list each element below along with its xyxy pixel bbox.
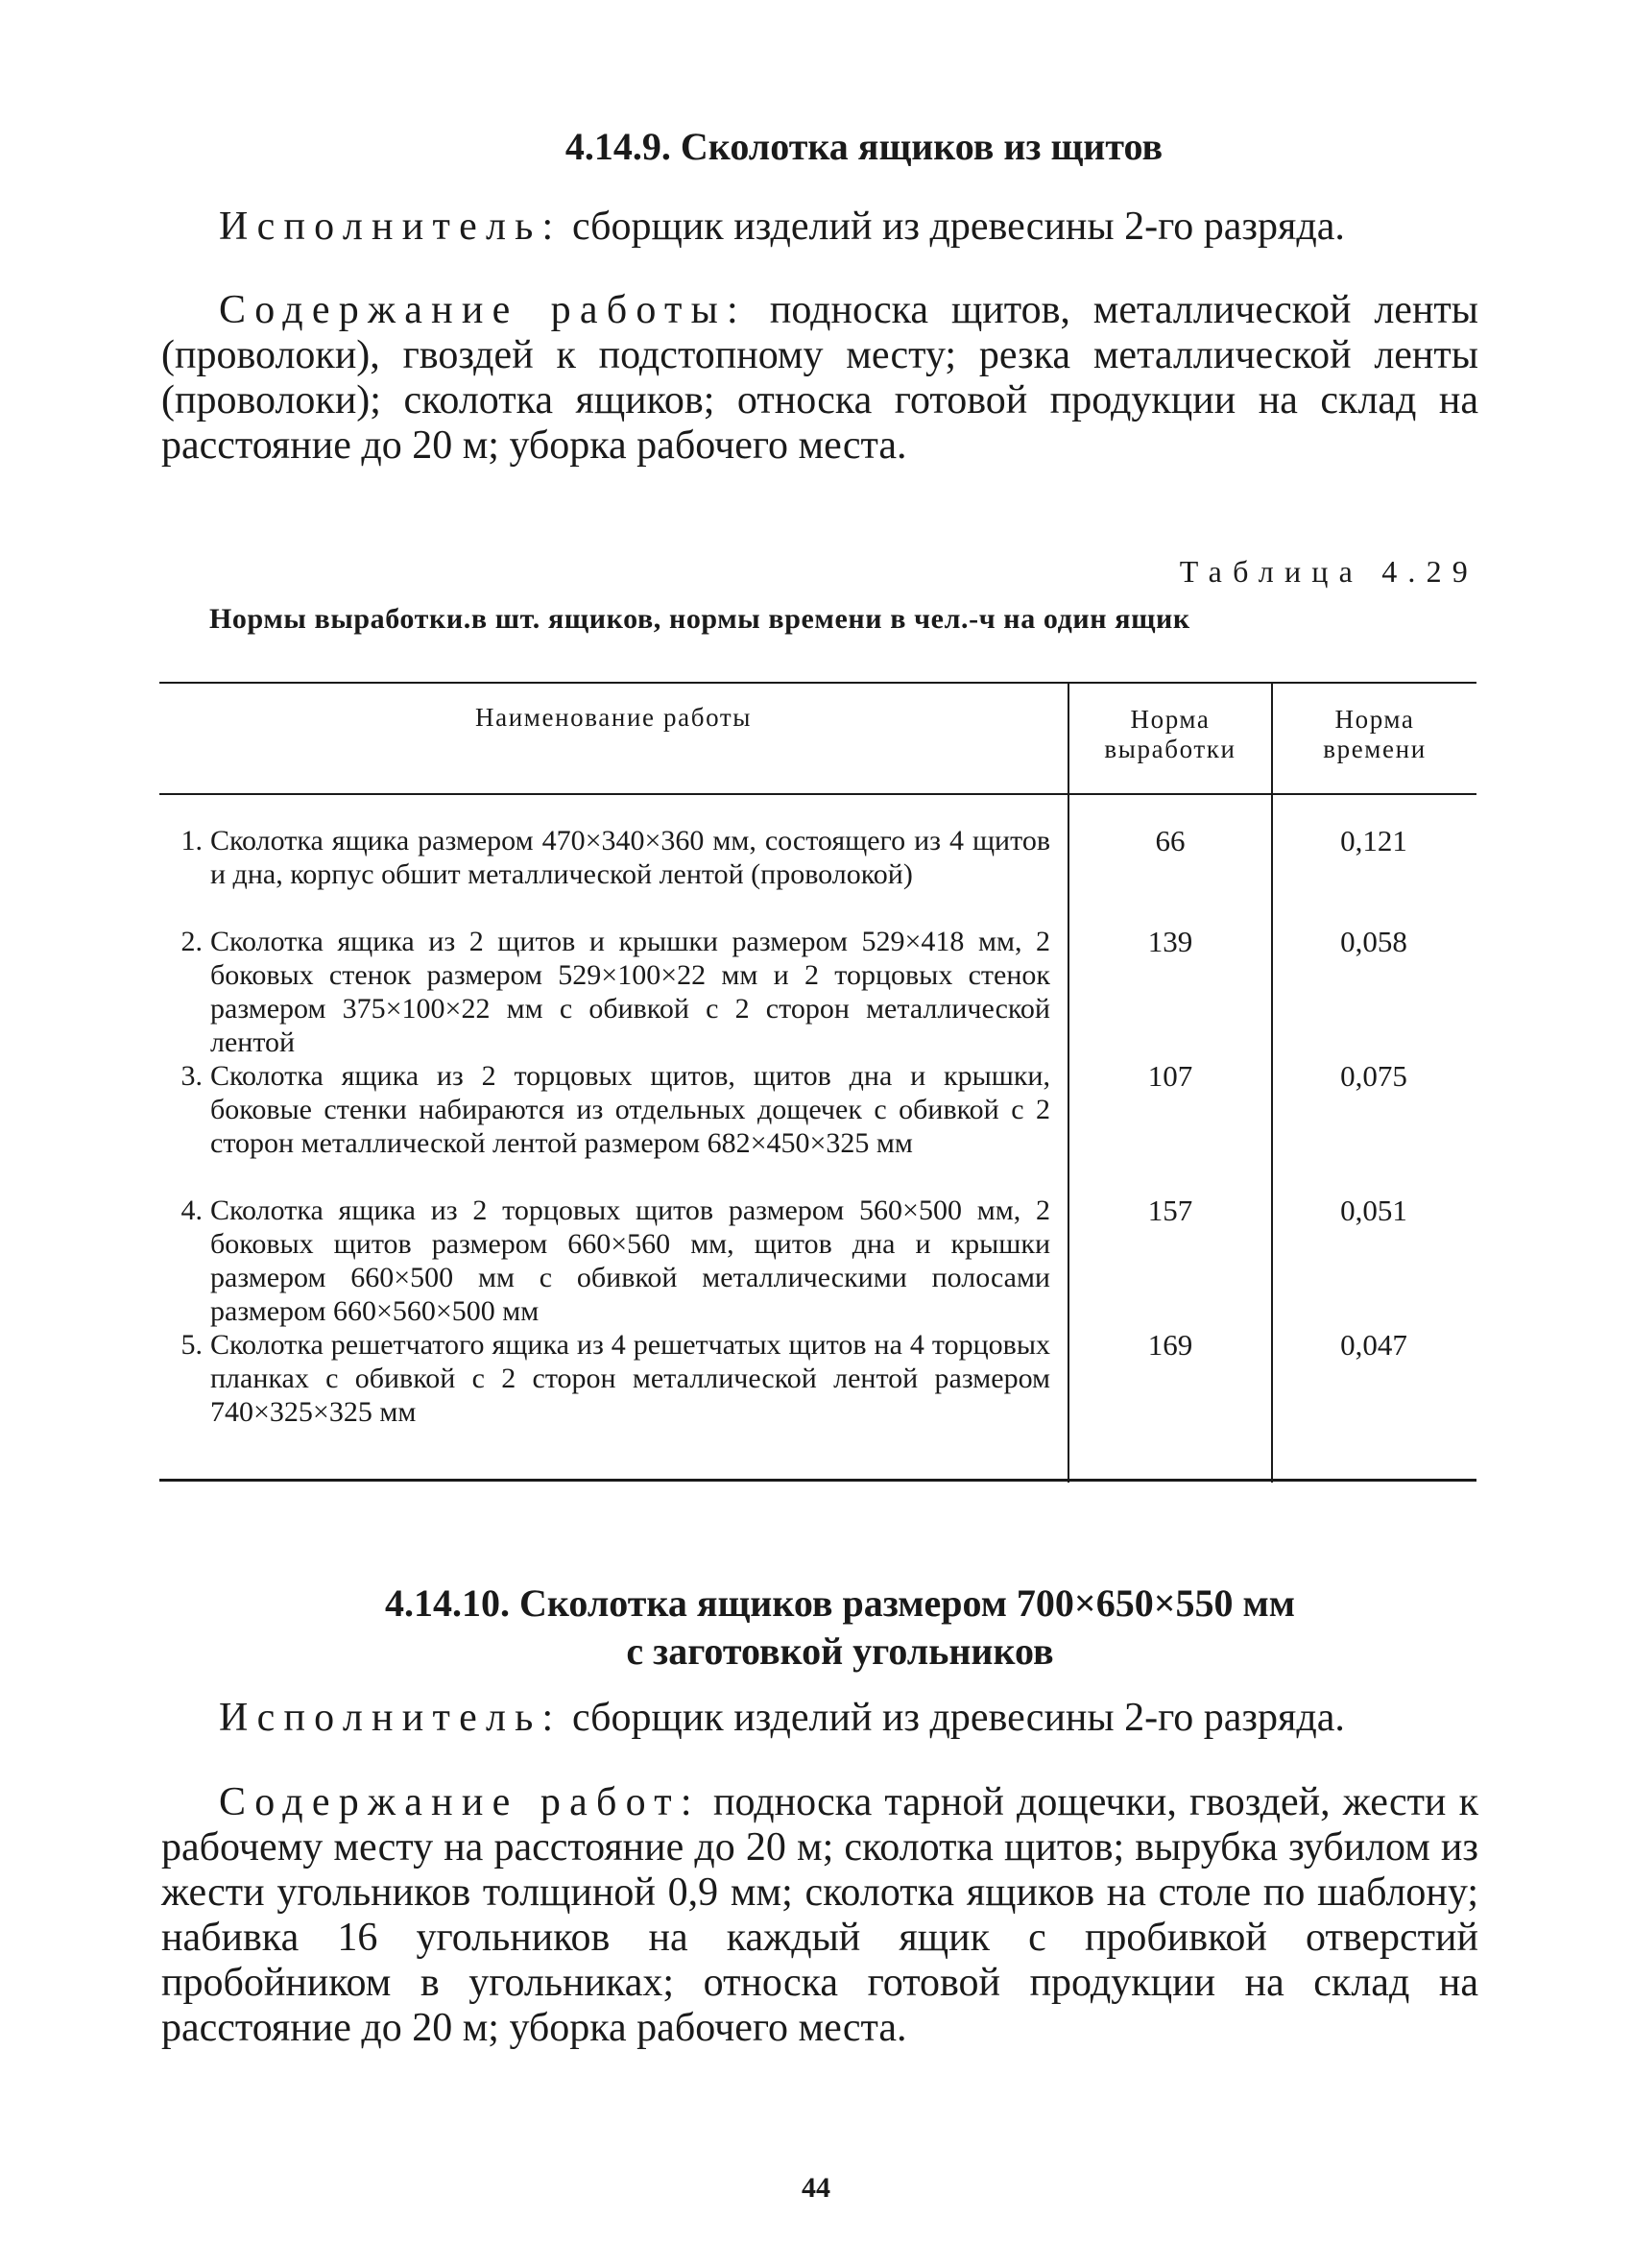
section2-content-paragraph	[161, 1780, 1478, 2051]
table-row	[159, 1328, 1052, 1429]
header-time-norm-line1: Норма	[1334, 705, 1415, 734]
row-output-norm: 107	[1147, 1059, 1193, 1093]
table-row	[159, 925, 1052, 1059]
table-bottom-rule	[159, 1479, 1476, 1482]
section-title-line2: с заготовкой угольников	[626, 1629, 1054, 1673]
header-output-norm-line2: выработки	[1104, 735, 1236, 763]
header-time-norm	[1273, 705, 1476, 764]
performer-label: Исполнитель:	[219, 1696, 563, 1740]
content-label: Содержание работы:	[219, 288, 747, 332]
row-number: 2.	[180, 926, 203, 957]
header-output-norm-line1: Норма	[1130, 705, 1211, 734]
row-output-norm: 139	[1147, 925, 1193, 958]
table-caption: Нормы выработки.в шт. ящиков, нормы времени в чел.-ч на один ящик	[209, 603, 1190, 635]
header-output-norm	[1069, 705, 1271, 764]
row-description: Сколотка ящика из 2 торцовых щитов, щитов дна и крышки, боковые стенки набираются из отдельных дощечек с обивкой с 2 сторон металлической лентой размером 682×450×325 мм	[210, 1060, 1050, 1159]
row-time-norm: 0,047	[1340, 1328, 1407, 1362]
table-row	[159, 1194, 1052, 1328]
row-description: Сколотка решетчатого ящика из 4 решетчатых щитов на 4 торцовых планках с обивкой с 2 сторон металлической лентой размером 740×325×325 мм	[210, 1329, 1050, 1428]
table-row	[159, 824, 1052, 891]
row-number: 5.	[180, 1329, 203, 1361]
row-description: Сколотка ящика размером 470×340×360 мм, состоящего из 4 щитов и дна, корпус обшит металлической лентой (проволокой)	[210, 825, 1050, 890]
table-row	[159, 1059, 1052, 1160]
row-number: 3.	[180, 1060, 203, 1092]
row-time-norm: 0,058	[1340, 925, 1407, 958]
row-description: Сколотка ящика из 2 щитов и крышки размером 529×418 мм, 2 боковых стенок размером 529×100×22 мм и 2 торцовых стенок размером 375×100×22 мм с обивкой с 2 сторон металлической лентой	[210, 926, 1050, 1058]
section-title-line1: 4.14.10. Сколотка ящиков размером 700×650×550 мм	[384, 1581, 1296, 1625]
row-time-norm: 0,121	[1340, 824, 1407, 857]
row-number: 1.	[180, 825, 203, 857]
section1-performer-paragraph	[161, 205, 1478, 250]
norms-table	[159, 682, 1476, 1483]
performer-text: сборщик изделий из древесины 2-го разряда.	[571, 205, 1345, 249]
row-number: 4.	[180, 1194, 203, 1226]
section1-content-paragraph	[161, 288, 1478, 469]
section2-performer-paragraph	[161, 1696, 1478, 1741]
content-text: подноска щитов, металлической ленты (проволоки), гвоздей к подстопному месту; резка металлической ленты (проволоки); сколотка ящиков; относка готовой продукции на склад на расстояние до 20 м; уборка рабочего места.	[161, 288, 1478, 468]
section-title-4-14-10	[24, 1580, 1632, 1676]
performer-text: сборщик изделий из древесины 2-го разряда.	[571, 1696, 1345, 1740]
content-label: Содержание работ:	[219, 1780, 701, 1824]
table-top-rule	[159, 682, 1476, 684]
page-number: 44	[802, 2172, 830, 2204]
content-text: подноска тарной дощечки, гвоздей, жести к рабочему месту на расстояние до 20 м; сколотка щитов; вырубка зубилом из жести угольников толщиной 0,9 мм; сколотка ящиков на столе по шаблону; набивка 16 угольников на каждый ящик с пробивкой отверстий пробойником в угольниках; относка готовой продукции на склад на расстояние до 20 м; уборка рабочего места.	[161, 1780, 1478, 2050]
performer-label: Исполнитель:	[219, 205, 563, 249]
row-output-norm: 169	[1147, 1328, 1193, 1362]
header-time-norm-line2: времени	[1323, 735, 1427, 763]
row-description: Сколотка ящика из 2 торцовых щитов размером 560×500 мм, 2 боковых щитов размером 660×560 мм, щитов дна и крышки размером 660×500 мм с обивкой металлическими полосами размером 660×560×500 мм	[210, 1194, 1050, 1327]
table-number-label: Таблица 4.29	[1179, 554, 1478, 589]
row-output-norm: 66	[1155, 824, 1186, 857]
row-time-norm: 0,051	[1340, 1194, 1407, 1227]
row-time-norm: 0,075	[1340, 1059, 1407, 1093]
header-work-name: Наименование работы	[474, 703, 753, 732]
row-output-norm: 157	[1147, 1194, 1193, 1227]
section-title-4-14-9: 4.14.9. Сколотка ящиков из щитов	[564, 125, 1164, 168]
table-header-rule	[159, 793, 1476, 795]
